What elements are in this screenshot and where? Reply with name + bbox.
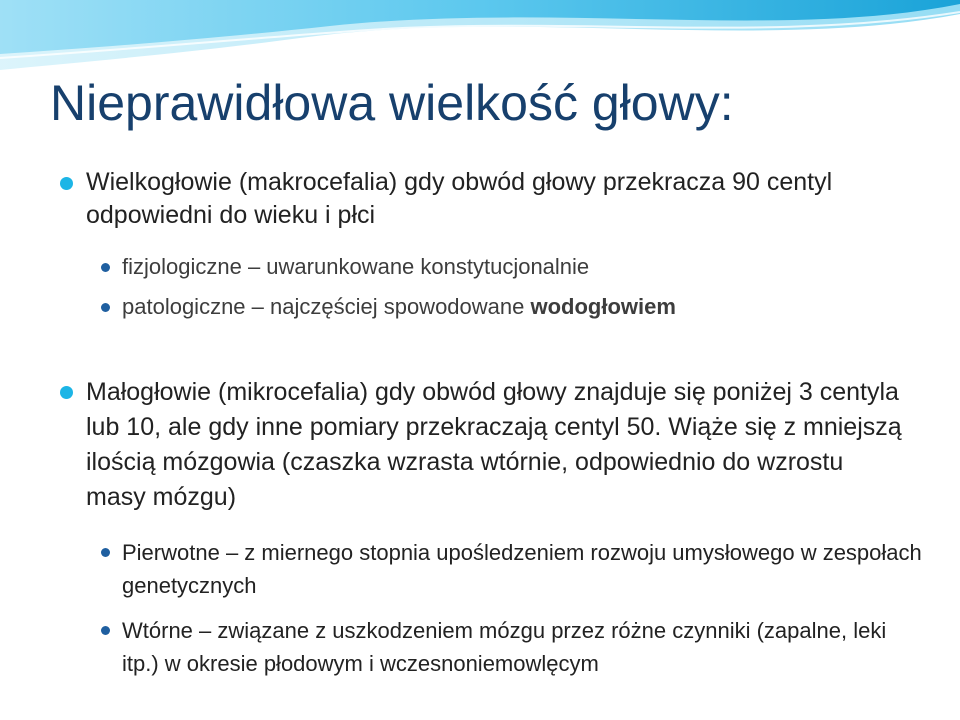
bullet-level2-icon	[101, 548, 110, 557]
sub-bullet-physiological: fizjologiczne – uwarunkowane konstytucjonalnie	[122, 254, 590, 279]
sub-bullet-pathological-prefix: patologiczne – najczęściej spowodowane	[122, 294, 531, 319]
slide-title: Nieprawidłowa wielkość głowy:	[50, 75, 734, 131]
sub-bullet-pathological	[122, 292, 922, 321]
bullet-level2-icon	[101, 263, 110, 272]
sub-bullet-primary: Pierwotne – z miernego stopnia upośledzeniem rozwoju umysłowego w zespołach genetycznych	[122, 540, 922, 598]
bullet-macrocephaly: Wielkogłowie (makrocefalia) gdy obwód głowy przekracza 90 centyl odpowiedni do wieku i płci	[86, 168, 833, 229]
bullet-microcephaly: Małogłowie (mikrocefalia) gdy obwód głowy znajduje się poniżej 3 centyla lub 10, ale gdy inne pomiary przekraczają centyl 50. Wiąże się z mniejszą ilością mózgowia (czaszka wzrasta wtórnie, odpowiednio do wzrostu masy mózgu)	[86, 378, 902, 511]
bullet-level1-icon	[60, 177, 73, 190]
sub-bullet-pathological-bold: wodogłowiem	[530, 294, 676, 319]
bullet-level1-icon	[60, 386, 73, 399]
sub-bullet-secondary: Wtórne – związane z uszkodzeniem mózgu przez różne czynniki (zapalne, leki itp.) w okresie płodowym i wczesnoniemowlęcym	[122, 618, 887, 676]
bullet-level2-icon	[101, 626, 110, 635]
bullet-level2-icon	[101, 303, 110, 312]
